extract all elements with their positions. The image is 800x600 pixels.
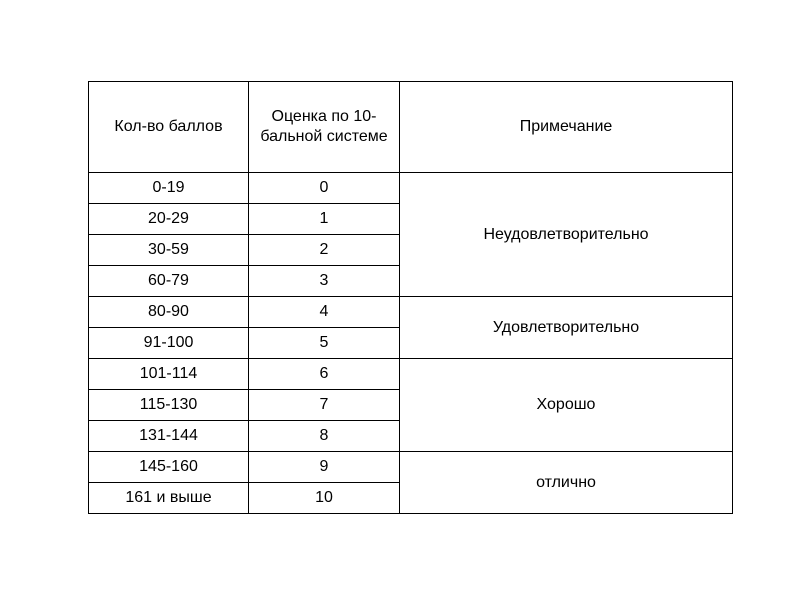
points-cell: 60-79 [89,266,249,297]
table-row [89,173,733,204]
header-row [89,82,733,173]
points-cell: 145-160 [89,452,249,483]
points-cell: 20-29 [89,204,249,235]
table-row [89,452,733,483]
note-good: Хорошо [400,359,733,452]
header-grade [249,82,400,173]
note-excellent: отлично [400,452,733,514]
table-row [89,359,733,390]
grade-cell: 0 [249,173,400,204]
points-cell: 80-90 [89,297,249,328]
grade-cell: 2 [249,235,400,266]
header-note: Примечание [400,82,733,173]
points-cell: 115-130 [89,390,249,421]
grade-cell: 7 [249,390,400,421]
grade-cell: 10 [249,483,400,514]
header-points: Кол-во баллов [89,82,249,173]
points-cell: 131-144 [89,421,249,452]
header-grade-line1: Оценка по 10- [271,108,377,125]
points-cell: 91-100 [89,328,249,359]
grade-cell: 1 [249,204,400,235]
points-cell: 101-114 [89,359,249,390]
grade-cell: 4 [249,297,400,328]
table-row [89,297,733,328]
note-satisfactory: Удовлетворительно [400,297,733,359]
points-cell: 30-59 [89,235,249,266]
grade-cell: 9 [249,452,400,483]
header-grade-line2: бальной системе [260,128,388,145]
note-unsatisfactory: Неудовлетворительно [400,173,733,297]
points-cell: 161 и выше [89,483,249,514]
grade-cell: 3 [249,266,400,297]
points-cell: 0-19 [89,173,249,204]
grading-table [88,81,733,514]
grade-cell: 5 [249,328,400,359]
grade-cell: 6 [249,359,400,390]
grade-cell: 8 [249,421,400,452]
